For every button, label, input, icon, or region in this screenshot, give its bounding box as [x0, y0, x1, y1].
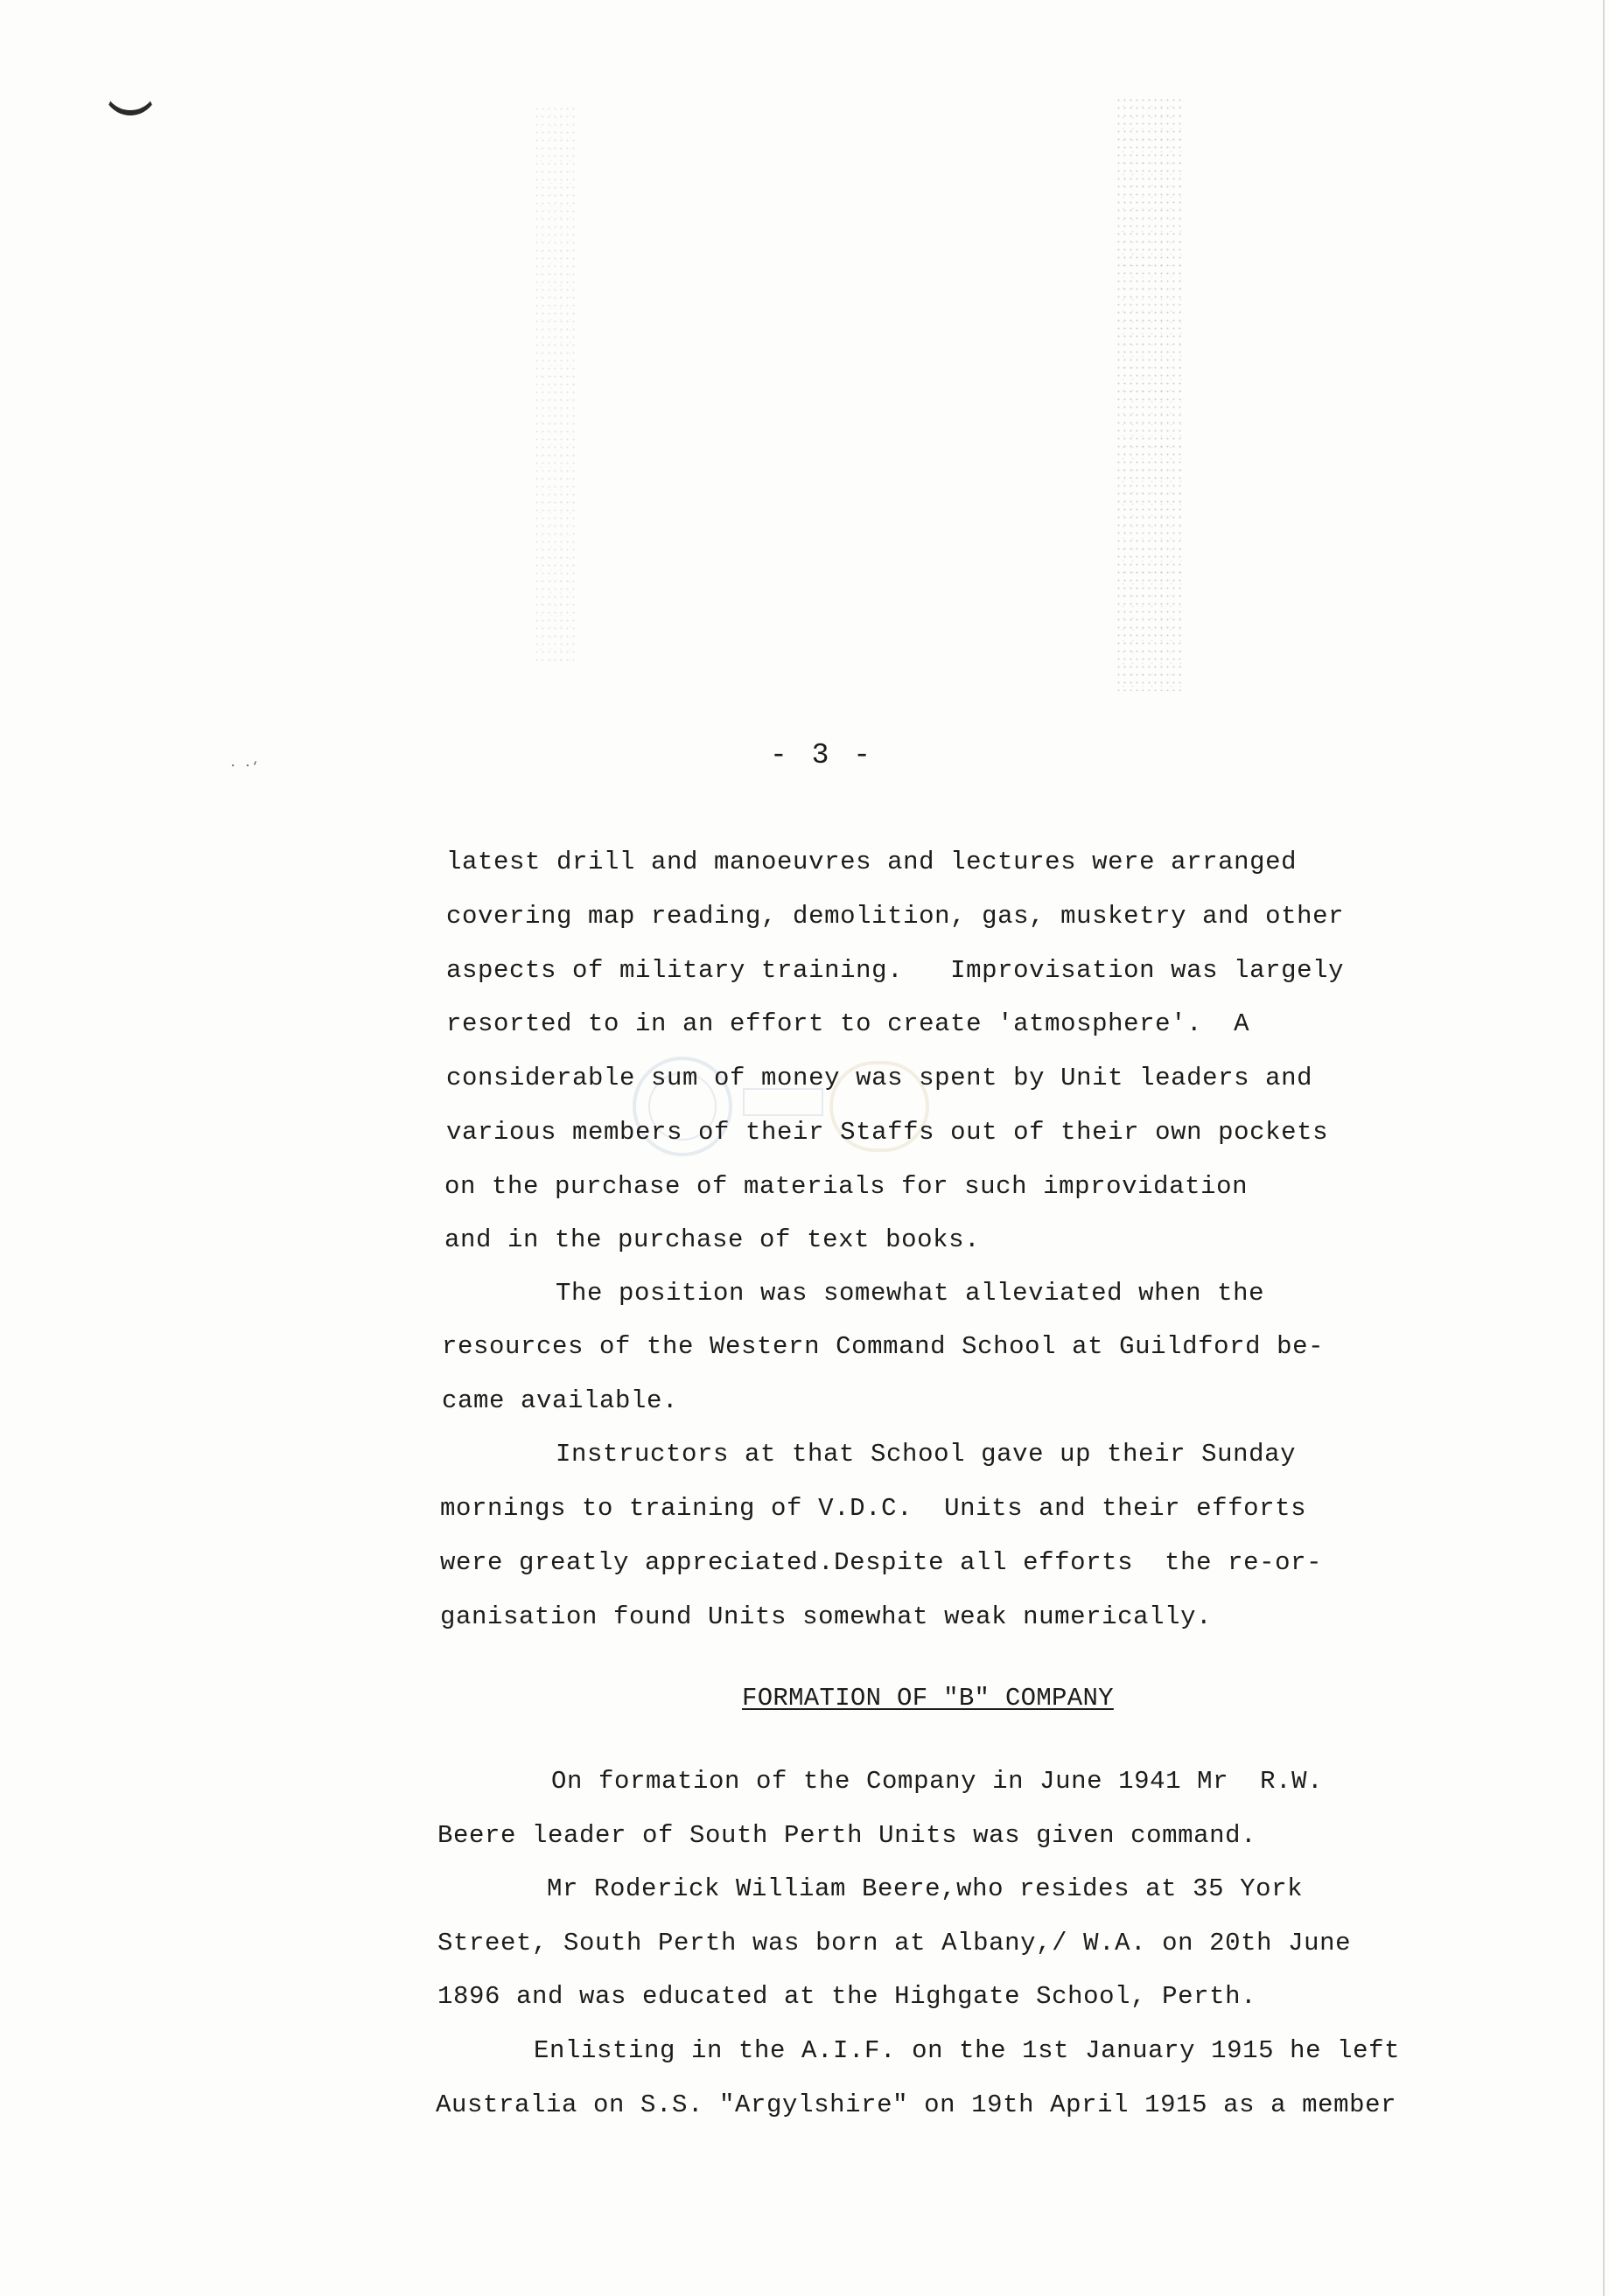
- punch-hole-mark: [103, 68, 157, 115]
- section-heading: FORMATION OF "B" COMPANY: [742, 1684, 1114, 1713]
- body-line: ganisation found Units somewhat weak numerically.: [440, 1602, 1213, 1631]
- body-line: various members of their Staffs out of their own pockets: [446, 1118, 1329, 1147]
- paragraph-start-line: The position was somewhat alleviated when the: [556, 1279, 1265, 1308]
- body-line: aspects of military training. Improvisation was largely: [446, 956, 1345, 985]
- watermark-seal: [630, 1041, 962, 1172]
- body-line: 1896 and was educated at the Highgate School, Perth.: [437, 1982, 1257, 2011]
- body-line: resources of the Western Command School at Guildford be-: [442, 1332, 1325, 1361]
- body-line: were greatly appreciated.Despite all efforts the re-or-: [440, 1548, 1323, 1577]
- body-line: and in the purchase of text books.: [444, 1225, 981, 1254]
- scan-speckle-right: [1116, 96, 1181, 691]
- body-line: came available.: [442, 1386, 679, 1415]
- body-line: covering map reading, demolition, gas, musketry and other: [446, 902, 1345, 931]
- body-line: Australia on S.S. "Argylshire" on 19th April 1915 as a member: [436, 2090, 1397, 2119]
- page-edge: [1603, 0, 1605, 2296]
- paragraph-start-line: Mr Roderick William Beere,who resides at 35 York: [547, 1874, 1304, 1903]
- body-line: latest drill and manoeuvres and lectures were arranged: [446, 848, 1298, 876]
- body-line: resorted to in an effort to create 'atmosphere'. A: [446, 1009, 1250, 1038]
- body-line: Beere leader of South Perth Units was given command.: [437, 1821, 1257, 1850]
- stray-ink-mark: ⋅ ⋅‘: [229, 760, 259, 774]
- page-number: - 3 -: [769, 739, 875, 771]
- paragraph-start-line: On formation of the Company in June 1941 Mr R.W.: [551, 1767, 1324, 1796]
- body-line: Street, South Perth was born at Albany,/ W.A. on 20th June: [437, 1929, 1352, 1958]
- scan-speckle-left: [534, 105, 577, 665]
- body-line: mornings to training of V.D.C. Units and their efforts: [440, 1494, 1307, 1523]
- body-line: considerable sum of money was spent by Unit leaders and: [446, 1064, 1313, 1092]
- body-line: on the purchase of materials for such improvidation: [444, 1172, 1249, 1201]
- paragraph-start-line: Instructors at that School gave up their Sunday: [556, 1440, 1297, 1469]
- paragraph-start-line: Enlisting in the A.I.F. on the 1st January 1915 he left: [534, 2036, 1401, 2065]
